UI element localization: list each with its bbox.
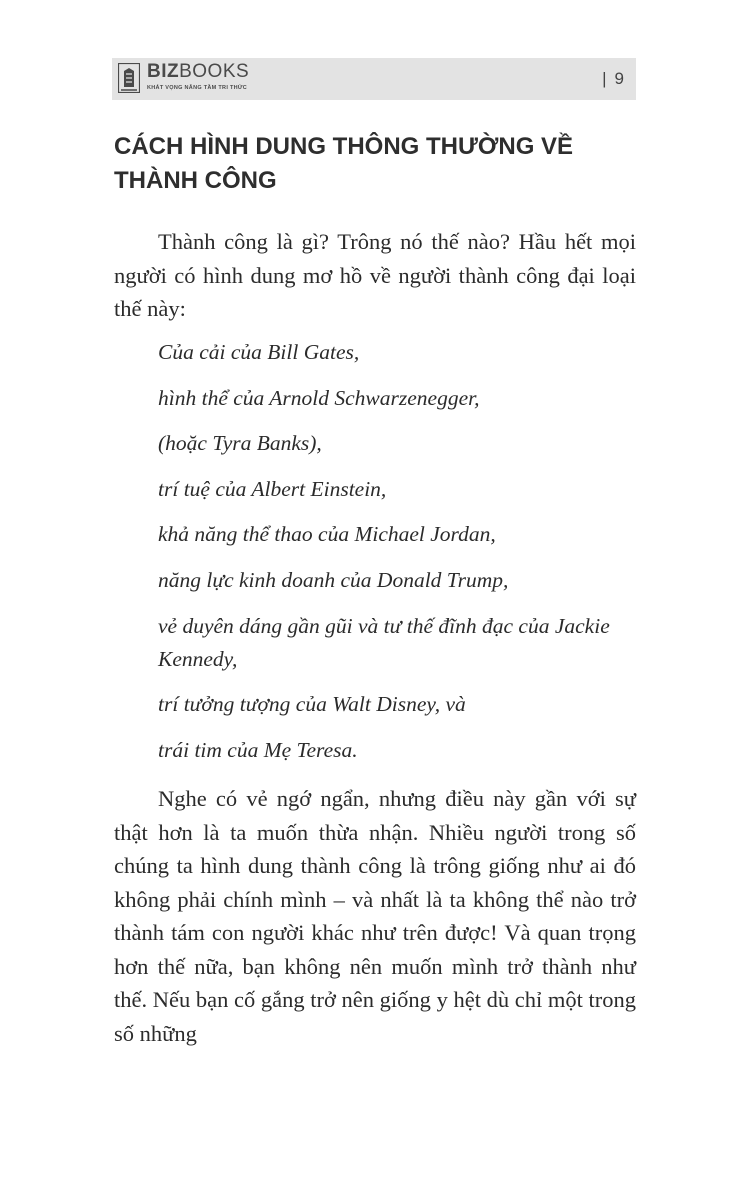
list-item: trí tuệ của Albert Einstein, bbox=[158, 476, 387, 501]
brand-name-bold: BIZ bbox=[147, 61, 180, 82]
closing-paragraph bbox=[114, 782, 636, 1050]
list-item: năng lực kinh doanh của Donald Trump, bbox=[158, 567, 509, 592]
list-item: trái tim của Mẹ Teresa. bbox=[158, 737, 358, 762]
brand-tagline: KHÁT VỌNG NÂNG TẦM TRI THỨC bbox=[147, 85, 248, 91]
closing-paragraph-indent bbox=[114, 786, 158, 811]
success-traits-list bbox=[158, 336, 638, 779]
intro-paragraph-indent bbox=[114, 229, 158, 254]
page-number: 9 bbox=[614, 69, 624, 88]
bizbooks-logo-icon bbox=[118, 63, 140, 93]
brand-name bbox=[147, 61, 249, 83]
list-item: Của cải của Bill Gates, bbox=[158, 340, 360, 364]
section-heading-line-2: THÀNH CÔNG bbox=[114, 167, 277, 194]
list-item: hình thể của Arnold Schwarzenegger, bbox=[158, 385, 480, 410]
list-item: trí tưởng tượng của Walt Disney, và bbox=[158, 692, 466, 717]
running-header bbox=[112, 58, 636, 100]
page-number-separator: | bbox=[602, 69, 607, 88]
list-item: (hoặc Tyra Banks), bbox=[158, 431, 322, 456]
section-heading-line-1: CÁCH HÌNH DUNG THÔNG THƯỜNG VỀ bbox=[114, 133, 574, 160]
intro-paragraph bbox=[114, 225, 636, 326]
intro-paragraph-text: Thành công là gì? Trông nó thế nào? Hầu hết mọi người có hình dung mơ hồ về người thành công đại loại thế này: bbox=[114, 229, 636, 321]
list-item: vẻ duyên dáng gần gũi và tư thế đĩnh đạc của Jackie Kennedy, bbox=[158, 613, 610, 671]
section-heading bbox=[114, 130, 654, 198]
page-number-block bbox=[602, 69, 624, 89]
list-item: khả năng thể thao của Michael Jordan, bbox=[158, 522, 496, 547]
closing-paragraph-text: Nghe có vẻ ngớ ngẩn, nhưng điều này gần với sự thật hơn là ta muốn thừa nhận. Nhiều người trong số chúng ta hình dung thành công là trông giống như ai đó không phải chính mình – và nhất là ta không thể nào trở thành tám con người khác như trên được! Và quan trọng hơn thế nữa, bạn không nên muốn mình trở thành như thế. Nếu bạn cố gắng trở nên giống y hệt dù chỉ một trong số những bbox=[114, 786, 636, 1046]
brand-name-regular: BOOKS bbox=[179, 61, 250, 82]
